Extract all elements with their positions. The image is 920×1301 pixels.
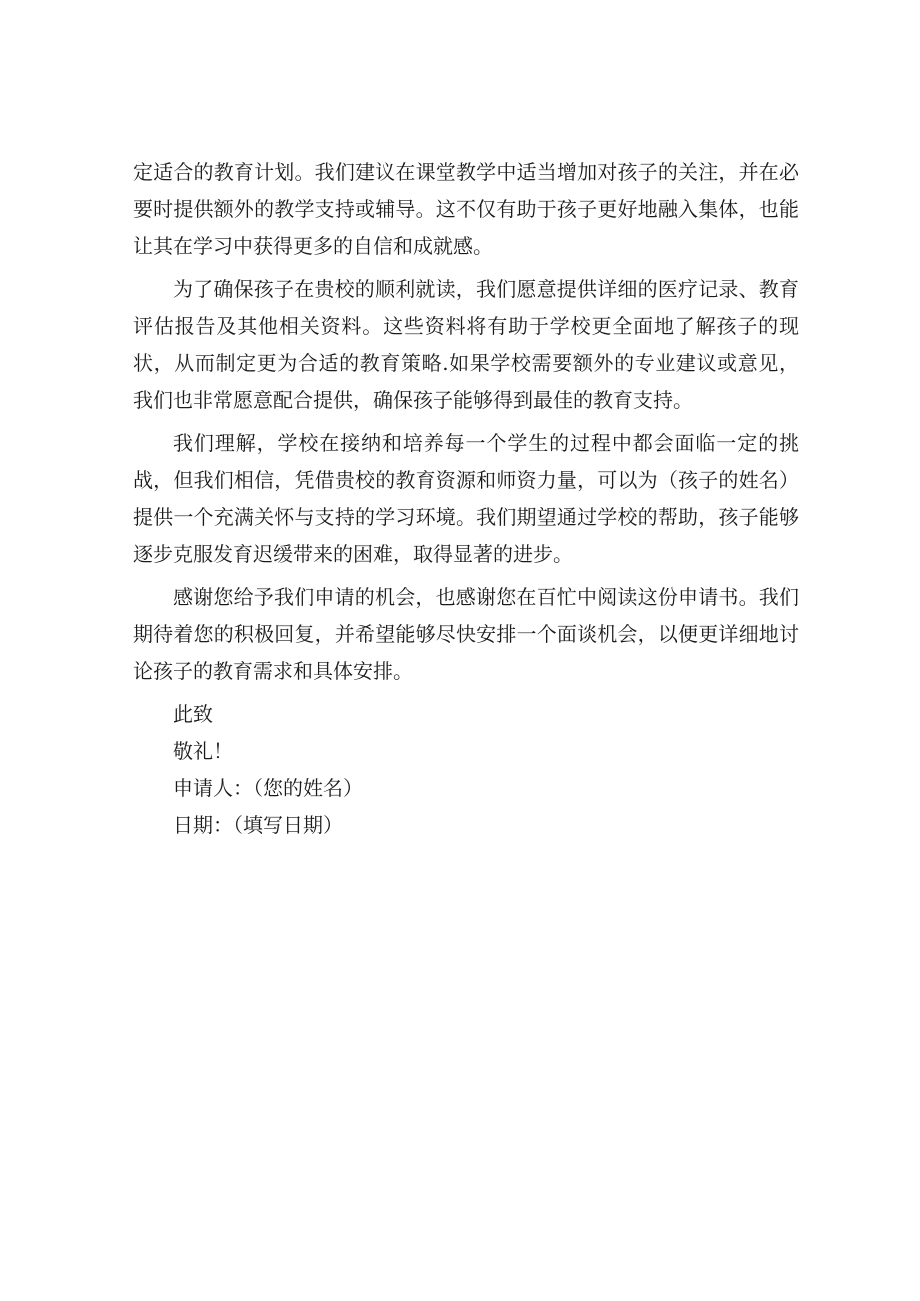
paragraph-understanding: 我们理解，学校在接纳和培养每一个学生的过程中都会面临一定的挑战，但我们相信，凭借贵校的教育资源和师资力量，可以为（孩子的姓名）提供一个充满关怀与支持的学习环境。我们期望通过学校的帮助，孩子能够逐步克服发育迟缓带来的困难，取得显著的进步。 [133,431,799,566]
paragraph-continuation: 定适合的教育计划。我们建议在课堂教学中适当增加对孩子的关注，并在必要时提供额外的教学支持或辅导。这不仅有助于孩子更好地融入集体，也能让其在学习中获得更多的自信和成就感。 [133,160,799,258]
closing-salutation-2: 敬礼！ [173,739,233,763]
closing-salutation-1: 此致 [173,702,213,726]
date-line: 日期：（填写日期） [173,813,343,837]
paragraph-documents-offer: 为了确保孩子在贵校的顺利就读，我们愿意提供详细的医疗记录、教育评估报告及其他相关资料。这些资料将有助于学校更全面地了解孩子的现状，从而制定更为合适的教育策略.如果学校需要额外的专业建议或意见，我们也非常愿意配合提供，确保孩子能够得到最佳的教育支持。 [133,277,799,412]
paragraph-thanks: 感谢您给予我们申请的机会，也感谢您在百忙中阅读这份申请书。我们期待着您的积极回复，并希望能够尽快安排一个面谈机会，以便更详细地讨论孩子的教育需求和具体安排。 [133,585,799,683]
applicant-line: 申请人：（您的姓名） [173,776,363,800]
letter-body [133,154,799,844]
